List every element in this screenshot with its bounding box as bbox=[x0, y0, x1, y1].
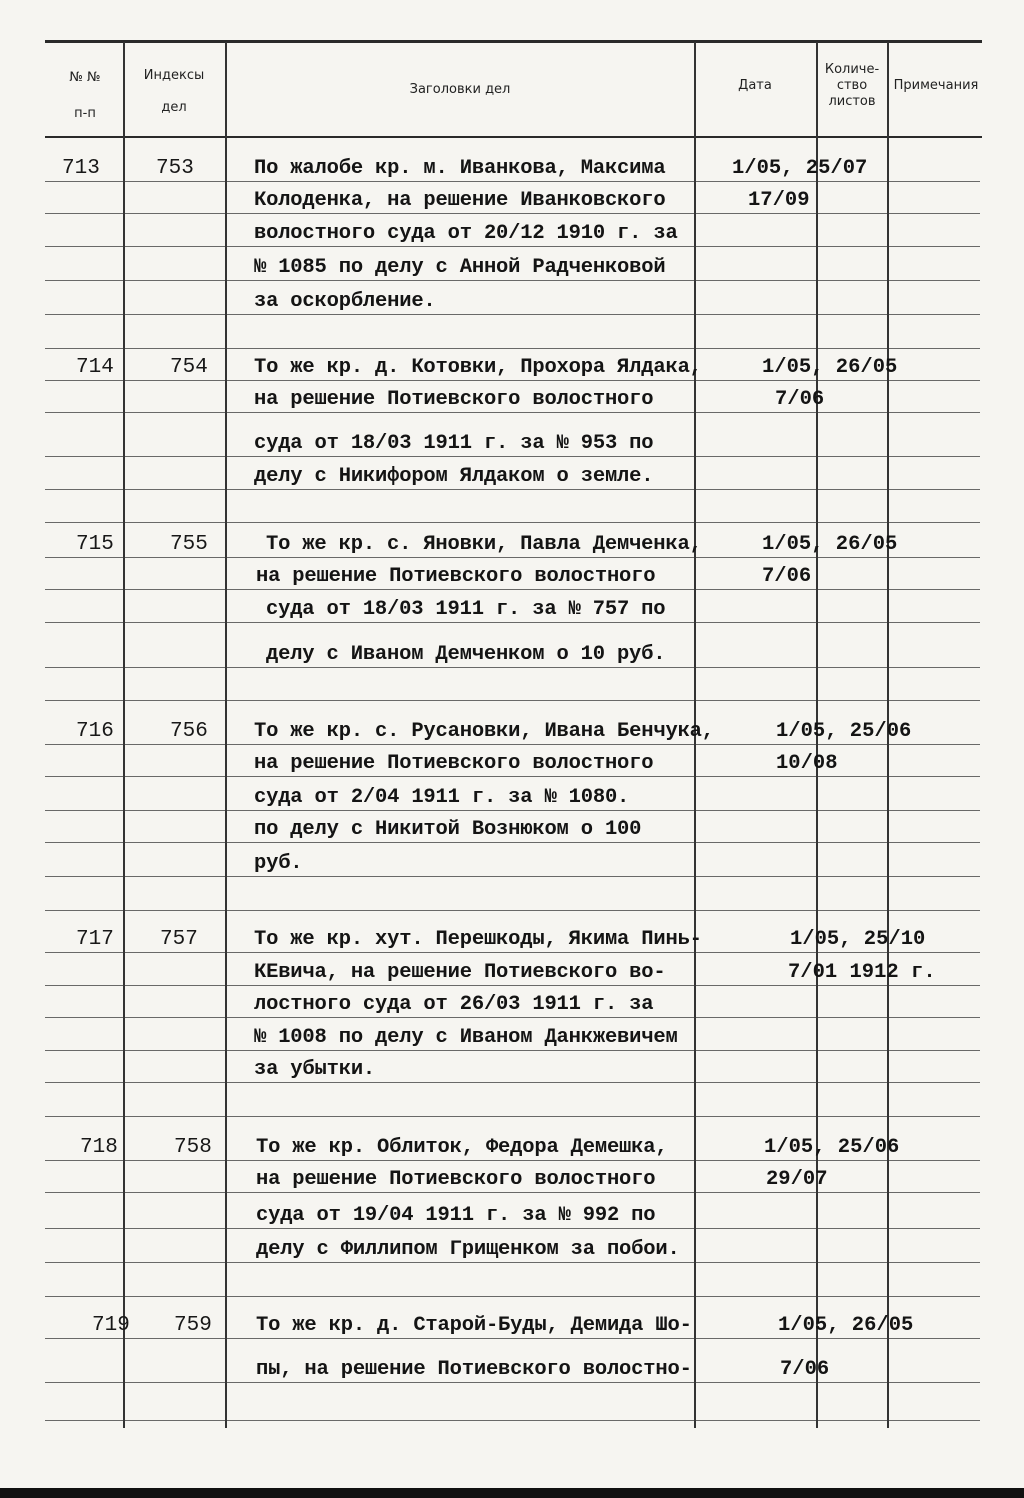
ruled-line bbox=[45, 1192, 980, 1193]
header-index-line2: дел bbox=[161, 100, 187, 115]
row-number: 715 bbox=[76, 533, 114, 556]
date-value: 1/05, 25/10 bbox=[790, 928, 926, 951]
header-number-line2: п-п bbox=[74, 106, 96, 121]
header-number bbox=[50, 70, 120, 122]
title-line: № 1008 по делу с Иваном Данкжевичем bbox=[254, 1026, 678, 1049]
header-notes: Примечания bbox=[893, 78, 979, 93]
title-line: по делу с Никитой Вознюком о 100 bbox=[254, 818, 642, 841]
title-line: То же кр. д. Котовки, Прохора Ялдака, bbox=[254, 356, 702, 379]
title-line: суда от 19/04 1911 г. за № 992 по bbox=[256, 1204, 656, 1227]
ruled-line bbox=[45, 1382, 980, 1383]
ruled-line bbox=[45, 1296, 980, 1297]
ruled-line bbox=[45, 1050, 980, 1051]
title-line: суда от 18/03 1911 г. за № 953 по bbox=[254, 432, 654, 455]
ruled-line bbox=[45, 1420, 980, 1421]
date-value: 1/05, 25/06 bbox=[776, 720, 912, 743]
row-number: 713 bbox=[62, 157, 100, 180]
title-line: делу с Иваном Демченком о 10 руб. bbox=[266, 643, 666, 666]
title-line: лостного суда от 26/03 1911 г. за bbox=[254, 993, 654, 1016]
header-number-line1: № № bbox=[69, 70, 101, 85]
row-number: 714 bbox=[76, 356, 114, 379]
title-line: суда от 2/04 1911 г. за № 1080. bbox=[254, 786, 630, 809]
title-line: за убытки. bbox=[254, 1058, 376, 1081]
header-sheets-line3: листов bbox=[828, 94, 876, 109]
scan-bottom-edge bbox=[0, 1488, 1024, 1498]
date-value: 29/07 bbox=[766, 1168, 828, 1191]
title-line: суда от 18/03 1911 г. за № 757 по bbox=[266, 598, 666, 621]
title-line: То же кр. д. Старой-Буды, Демида Шо- bbox=[256, 1314, 692, 1337]
ruled-line bbox=[45, 246, 980, 247]
title-line: По жалобе кр. м. Иванкова, Максима bbox=[254, 157, 666, 180]
ruled-line bbox=[45, 1262, 980, 1263]
title-line: пы, на решение Потиевского волостно- bbox=[256, 1358, 692, 1381]
title-line: на решение Потиевского волостного bbox=[254, 388, 654, 411]
header-titles: Заголовки дел bbox=[409, 82, 511, 97]
ruled-line bbox=[45, 412, 980, 413]
title-line: за оскорбление. bbox=[254, 290, 436, 313]
date-value: 1/05, 26/05 bbox=[762, 356, 898, 379]
date-value: 7/06 bbox=[762, 565, 812, 588]
title-line: КЕвича, на решение Потиевского во- bbox=[254, 961, 666, 984]
ruled-line bbox=[45, 952, 980, 953]
ruled-line bbox=[45, 910, 980, 911]
row-index: 757 bbox=[160, 928, 198, 951]
header-date: Дата bbox=[738, 78, 772, 93]
ruled-line bbox=[45, 876, 980, 877]
title-line: То же кр. с. Яновки, Павла Демченка, bbox=[266, 533, 702, 556]
ruled-line bbox=[45, 985, 980, 986]
row-index: 756 bbox=[170, 720, 208, 743]
ruled-line bbox=[45, 213, 980, 214]
row-index: 755 bbox=[170, 533, 208, 556]
ruled-line bbox=[45, 489, 980, 490]
ruled-line bbox=[45, 181, 980, 182]
row-index: 759 bbox=[174, 1314, 212, 1337]
table-top-border bbox=[45, 40, 982, 43]
title-line: Колоденка, на решение Иванковского bbox=[254, 189, 666, 212]
header-sheets bbox=[818, 62, 886, 110]
header-index bbox=[128, 68, 220, 116]
title-line: на решение Потиевского волостного bbox=[256, 565, 656, 588]
title-line: То же кр. с. Русановки, Ивана Бенчука, bbox=[254, 720, 714, 743]
row-number: 718 bbox=[80, 1136, 118, 1159]
date-value: 1/05, 26/05 bbox=[778, 1314, 914, 1337]
ruled-line bbox=[45, 1082, 980, 1083]
ruled-line bbox=[45, 667, 980, 668]
row-index: 753 bbox=[156, 157, 194, 180]
ruled-line bbox=[45, 1116, 980, 1117]
ruled-line bbox=[45, 744, 980, 745]
header-index-line1: Индексы bbox=[143, 68, 205, 83]
ruled-line bbox=[45, 280, 980, 281]
row-index: 758 bbox=[174, 1136, 212, 1159]
header-sheets-line2: ство bbox=[836, 78, 868, 93]
ruled-line bbox=[45, 622, 980, 623]
ruled-line bbox=[45, 842, 980, 843]
ruled-line bbox=[45, 557, 980, 558]
row-number: 717 bbox=[76, 928, 114, 951]
row-index: 754 bbox=[170, 356, 208, 379]
ruled-line bbox=[45, 589, 980, 590]
column-divider-2 bbox=[225, 42, 227, 1428]
title-line: на решение Потиевского волостного bbox=[254, 752, 654, 775]
ruled-line bbox=[45, 522, 980, 523]
header-sheets-line1: Количе- bbox=[824, 62, 880, 77]
date-value: 7/06 bbox=[780, 1358, 830, 1381]
title-line: делу с Филлипом Грищенком за побои. bbox=[256, 1238, 680, 1261]
title-line: То же кр. Облиток, Федора Демешка, bbox=[256, 1136, 668, 1159]
ruled-line bbox=[45, 1228, 980, 1229]
ruled-line bbox=[45, 1017, 980, 1018]
ruled-line bbox=[45, 348, 980, 349]
header-bottom-border bbox=[45, 136, 982, 138]
ruled-line bbox=[45, 314, 980, 315]
title-line: на решение Потиевского волостного bbox=[256, 1168, 656, 1191]
date-value: 7/06 bbox=[775, 388, 825, 411]
title-line: То же кр. хут. Перешкоды, Якима Пинь- bbox=[254, 928, 702, 951]
ruled-line bbox=[45, 776, 980, 777]
date-value: 1/05, 26/05 bbox=[762, 533, 898, 556]
row-number: 716 bbox=[76, 720, 114, 743]
row-number: 719 bbox=[92, 1314, 130, 1337]
title-line: № 1085 по делу с Анной Радченковой bbox=[254, 256, 666, 279]
ruled-line bbox=[45, 810, 980, 811]
ruled-line bbox=[45, 1338, 980, 1339]
date-value: 7/01 1912 г. bbox=[788, 961, 936, 984]
ruled-line bbox=[45, 456, 980, 457]
title-line: делу с Никифором Ялдаком о земле. bbox=[254, 465, 654, 488]
date-value: 10/08 bbox=[776, 752, 838, 775]
ruled-line bbox=[45, 1160, 980, 1161]
ruled-line bbox=[45, 380, 980, 381]
title-line: руб. bbox=[254, 852, 303, 875]
date-value: 17/09 bbox=[748, 189, 810, 212]
ruled-line bbox=[45, 700, 980, 701]
date-value: 1/05, 25/06 bbox=[764, 1136, 900, 1159]
date-value: 1/05, 25/07 bbox=[732, 157, 868, 180]
column-divider-1 bbox=[123, 42, 125, 1428]
title-line: волостного суда от 20/12 1910 г. за bbox=[254, 222, 678, 245]
